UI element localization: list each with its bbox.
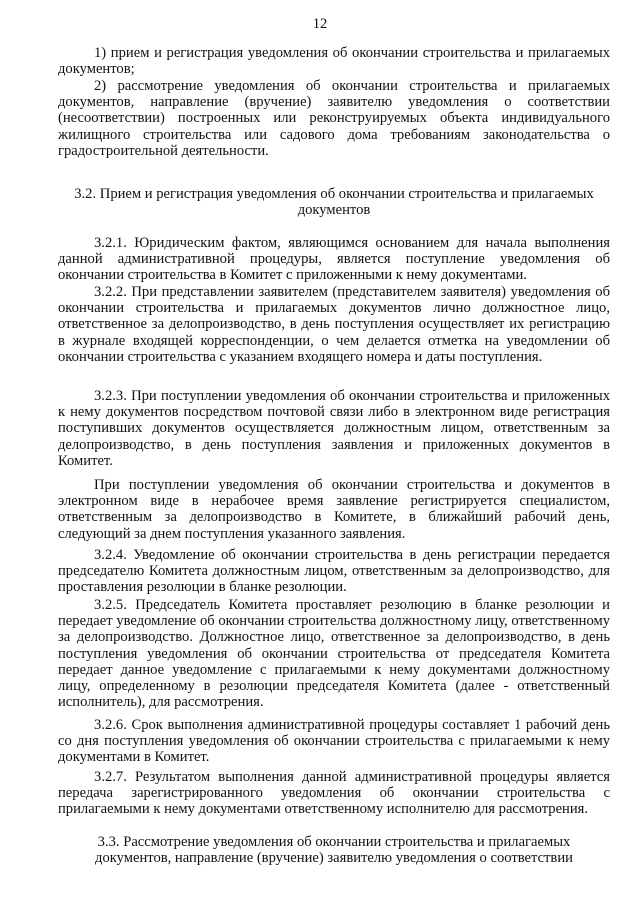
paragraph-3-2-1: 3.2.1. Юридическим фактом, являющимся основанием для начала выполнения данной административной процедуры, является поступление уведомления об окончании строительства в Комитет с приложенными к нему документами. xyxy=(58,235,610,284)
paragraph-3-2-6: 3.2.6. Срок выполнения административной процедуры составляет 1 рабочий день со дня поступления уведомления об окончании строительства с прилагаемыми к нему документами в Комитет. xyxy=(58,717,610,766)
list-item-1: 1) прием и регистрация уведомления об окончании строительства и прилагаемых документов; xyxy=(58,45,610,78)
list-item-2: 2) рассмотрение уведомления об окончании строительства и прилагаемых документов, направление (вручение) заявителю уведомления о соответствии (несоответствии) построенных или реконструируемых объекта индивидуального жилищного строительства или садового дома требованиям законодательства о градостроительной деятельности. xyxy=(58,78,610,159)
page-number: 12 xyxy=(312,16,328,32)
paragraph-3-2-2: 3.2.2. При представлении заявителем (представителем заявителя) уведомления об окончании строительства и прилагаемых документов лично должностное лицо, ответственное за делопроизводство, в день поступления осуществляет их регистрацию в журнале входящей корреспонденции, о чем делается отметка на уведомлении об окончании строительства с указанием входящего номера и даты поступления. xyxy=(58,284,610,365)
paragraph-3-2-4: 3.2.4. Уведомление об окончании строительства в день регистрации передается председателю Комитета должностным лицом, ответственным за делопроизводство, для проставления резолюции в бланке резолюции. xyxy=(58,547,610,596)
section-heading-3-3: 3.3. Рассмотрение уведомления об окончании строительства и прилагаемых документов, направление (вручение) заявителю уведомления о соответствии xyxy=(95,834,573,867)
paragraph-3-2-5: 3.2.5. Председатель Комитета проставляет резолюцию в бланке резолюции и передает уведомление об окончании строительства должностному лицу, ответственному за делопроизводство. Должностное лицо, ответственное за делопроизводство, в день поступления уведомления об окончании строительства от председателя Комитета передает данное уведомление с прилагаемыми к нему документами должностному лицу, определенному в резолюции председателя Комитета (далее - ответственный исполнитель), для рассмотрения. xyxy=(58,597,610,711)
section-heading-3-2: 3.2. Прием и регистрация уведомления об окончании строительства и прилагаемых документов xyxy=(74,186,594,219)
paragraph-electronic: При поступлении уведомления об окончании строительства и документов в электронном виде в нерабочее время заявление регистрируется специалистом, ответственным за делопроизводство в Комитете, в ближайший рабочий день, следующий за днем поступления указанного заявления. xyxy=(58,477,610,542)
paragraph-3-2-3: 3.2.3. При поступлении уведомления об окончании строительства и приложенных к нему документов посредством почтовой связи либо в электронном виде регистрация поступивших документов осуществляется должностным лицом, ответственным за делопроизводство, в день поступления заявления и приложенных документов в Комитет. xyxy=(58,388,610,469)
paragraph-3-2-7: 3.2.7. Результатом выполнения данной административной процедуры является передача зарегистрированного уведомления об окончании строительства с прилагаемыми к нему документами ответственному исполнителю для рассмотрения. xyxy=(58,769,610,818)
